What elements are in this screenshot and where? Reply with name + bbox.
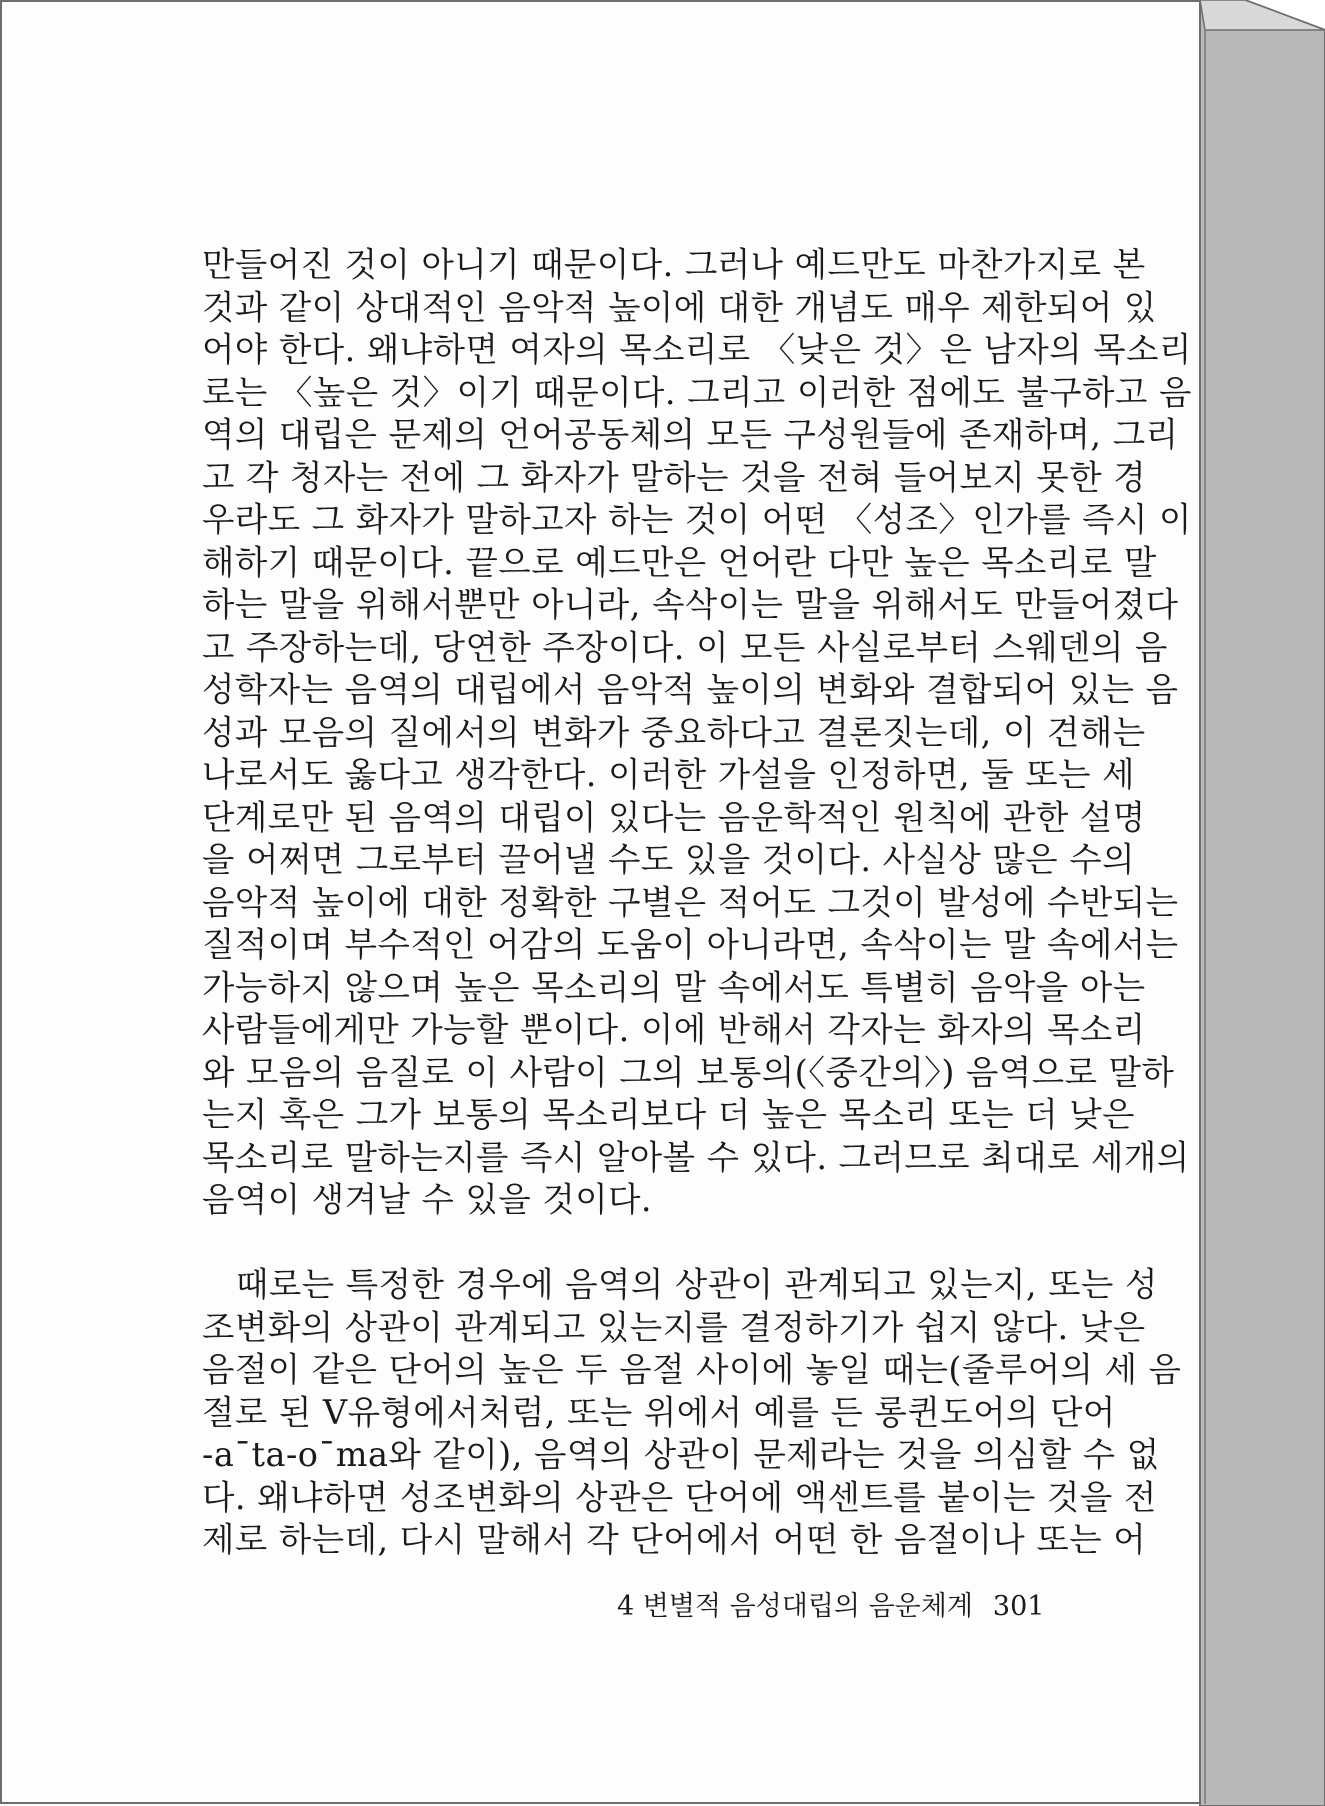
text-line: 만들어진 것이 아니기 때문이다. 그러나 예드만도 마찬가지로 본 xyxy=(202,245,1146,284)
text-line: 가능하지 않으며 높은 목소리의 말 속에서도 특별히 음악을 아는 xyxy=(202,967,1146,1007)
text-line: 고 주장하는데, 당연한 주장이다. 이 모든 사실로부터 스웨덴의 음 xyxy=(202,627,1168,667)
text-line: 목소리로 말하는지를 즉시 알아볼 수 있다. 그러므로 최대로 세개의 xyxy=(202,1137,1190,1177)
text-line: 음역이 생겨날 수 있을 것이다. xyxy=(202,1180,653,1219)
paragraph-2 xyxy=(202,1257,1182,1559)
page-stack-edge xyxy=(1200,0,1325,1806)
text-line: 해하기 때문이다. 끝으로 예드만은 언어란 다만 높은 목소리로 말 xyxy=(202,542,1157,582)
text-line: 절로 된 V유형에서처럼, 또는 위에서 예를 든 롱퀸도어의 단어 xyxy=(202,1392,1116,1432)
text-line: 고 각 청자는 전에 그 화자가 말하는 것을 전혀 들어보지 못한 경 xyxy=(202,457,1147,497)
text-line: 제로 하는데, 다시 말해서 각 단어에서 어떤 한 음절이나 또는 어 xyxy=(202,1520,1147,1559)
text-line: 로는 〈높은 것〉이기 때문이다. 그리고 이러한 점에도 불구하고 음 xyxy=(202,372,1192,412)
text-line: 성과 모음의 질에서의 변화가 중요하다고 결론짓는데, 이 견해는 xyxy=(202,712,1146,752)
text-line: 성학자는 음역의 대립에서 음악적 높이의 변화와 결합되어 있는 음 xyxy=(202,670,1179,709)
text-line: 사람들에게만 가능할 뿐이다. 이에 반해서 각자는 화자의 목소리 xyxy=(202,1010,1146,1049)
text-line: 질적이며 부수적인 어감의 도움이 아니라면, 속삭이는 말 속에서는 xyxy=(202,925,1179,964)
text-line: 단계로만 된 음역의 대립이 있다는 음운학적인 원칙에 관한 설명 xyxy=(202,797,1146,837)
paragraph-1 xyxy=(202,237,1192,1219)
running-title: 4 변별적 음성대립의 음운체계 xyxy=(617,1591,973,1622)
text-line: 는지 혹은 그가 보통의 목소리보다 더 높은 목소리 또는 더 낮은 xyxy=(202,1095,1136,1134)
text-line: 음절이 같은 단어의 높은 두 음절 사이에 놓일 때는(줄루어의 세 음 xyxy=(202,1350,1182,1389)
page-number: 301 xyxy=(992,1591,1045,1622)
text-line: 것과 같이 상대적인 음악적 높이에 대한 개념도 매우 제한되어 있 xyxy=(202,287,1157,327)
text-line: 때로는 특정한 경우에 음역의 상관이 관계되고 있는지, 또는 성 xyxy=(236,1265,1158,1304)
text-line: 우라도 그 화자가 말하고자 하는 것이 어떤 〈성조〉인가를 즉시 이 xyxy=(202,500,1192,539)
text-line: 하는 말을 위해서뿐만 아니라, 속삭이는 말을 위해서도 만들어졌다 xyxy=(202,585,1179,624)
text-line: -a¯ta-o¯ma와 같이), 음역의 상관이 문제라는 것을 의심할 수 없 xyxy=(202,1435,1160,1474)
text-line: 음악적 높이에 대한 정확한 구별은 적어도 그것이 발성에 수반되는 xyxy=(202,882,1179,922)
text-line: 을 어쩌면 그로부터 끌어낼 수도 있을 것이다. 사실상 많은 수의 xyxy=(202,840,1136,879)
page-footer xyxy=(617,1584,1045,1623)
text-line: 다. 왜냐하면 성조변화의 상관은 단어에 액센트를 붙이는 것을 전 xyxy=(202,1477,1157,1517)
text-line: 나로서도 옳다고 생각한다. 이러한 가설을 인정하면, 둘 또는 세 xyxy=(202,755,1136,794)
text-line: 와 모음의 음질로 이 사람이 그의 보통의(〈중간의〉) 음역으로 말하 xyxy=(202,1052,1175,1092)
text-line: 조변화의 상관이 관계되고 있는지를 결정하기가 쉽지 않다. 낮은 xyxy=(202,1307,1146,1347)
text-line: 역의 대립은 문제의 언어공동체의 모든 구성원들에 존재하며, 그리 xyxy=(202,415,1179,454)
text-line: 어야 한다. 왜냐하면 여자의 목소리로 〈낮은 것〉은 남자의 목소리 xyxy=(202,330,1192,369)
